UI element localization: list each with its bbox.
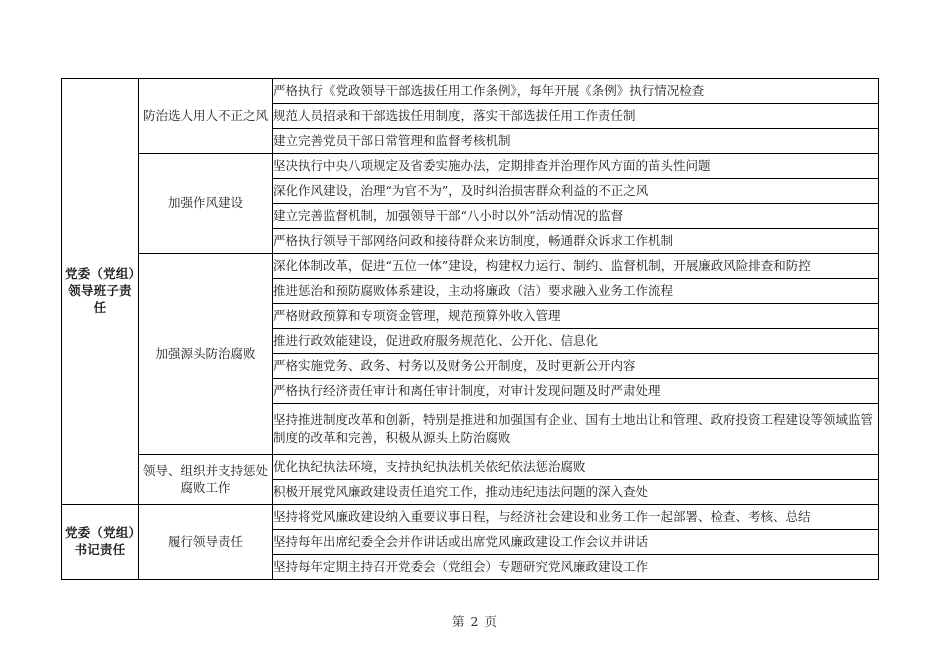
category-cell: 党委（党组）书记责任 [62, 505, 139, 580]
subcategory-cell: 加强作风建设 [139, 154, 273, 254]
measure-cell: 坚决执行中央八项规定及省委实施办法，定期排查并治理作风方面的苗头性问题 [273, 154, 879, 179]
table-row [62, 505, 879, 530]
measure-cell: 规范人员招录和干部选拔任用制度，落实干部选拔任用工作责任制 [273, 104, 879, 129]
measure-cell: 坚持推进制度改革和创新，特别是推进和加强国有企业、国有土地出让和管理、政府投资工程建设等领域监管制度的改革和完善，积极从源头上防治腐败 [273, 404, 879, 455]
table-row [62, 455, 879, 480]
measure-cell: 建立完善监督机制，加强领导干部“八小时以外”活动情况的监督 [273, 204, 879, 229]
responsibility-table [61, 78, 879, 580]
category-cell: 党委（党组）领导班子责任 [62, 79, 139, 505]
measure-cell: 严格执行《党政领导干部选拔任用工作条例》，每年开展《条例》执行情况检查 [273, 79, 879, 104]
measure-cell: 推进惩治和预防腐败体系建设，主动将廉政（洁）要求融入业务工作流程 [273, 279, 879, 304]
measure-cell: 坚持将党风廉政建设纳入重要议事日程，与经济社会建设和业务工作一起部署、检查、考核、总结 [273, 505, 879, 530]
measure-cell: 严格财政预算和专项资金管理，规范预算外收入管理 [273, 304, 879, 329]
table-body [62, 79, 879, 580]
subcategory-cell: 加强源头防治腐败 [139, 254, 273, 455]
measure-cell: 坚持每年定期主持召开党委会（党组会）专题研究党风廉政建设工作 [273, 555, 879, 580]
subcategory-cell: 履行领导责任 [139, 505, 273, 580]
measure-cell: 严格执行经济责任审计和离任审计制度，对审计发现问题及时严肃处理 [273, 379, 879, 404]
subcategory-cell: 领导、组织并支持惩处腐败工作 [139, 455, 273, 505]
measure-cell: 建立完善党员干部日常管理和监督考核机制 [273, 129, 879, 154]
page-footer: 第 2 页 [452, 614, 498, 629]
measure-cell: 优化执纪执法环境，支持执纪执法机关依纪依法惩治腐败 [273, 455, 879, 480]
table-row [62, 154, 879, 179]
measure-cell: 坚持每年出席纪委全会并作讲话或出席党风廉政建设工作会议并讲话 [273, 530, 879, 555]
measure-cell: 深化体制改革，促进“五位一体”建设，构建权力运行、制约、监督机制，开展廉政风险排查和防控 [273, 254, 879, 279]
measure-cell: 推进行政效能建设，促进政府服务规范化、公开化、信息化 [273, 329, 879, 354]
table-row [62, 79, 879, 104]
table-row [62, 254, 879, 279]
subcategory-cell: 防治选人用人不正之风 [139, 79, 273, 154]
measure-cell: 深化作风建设，治理“为官不为”，及时纠治损害群众利益的不正之风 [273, 179, 879, 204]
measure-cell: 严格实施党务、政务、村务以及财务公开制度，及时更新公开内容 [273, 354, 879, 379]
measure-cell: 严格执行领导干部网络问政和接待群众来访制度，畅通群众诉求工作机制 [273, 229, 879, 254]
measure-cell: 积极开展党风廉政建设责任追究工作，推动违纪违法问题的深入查处 [273, 480, 879, 505]
